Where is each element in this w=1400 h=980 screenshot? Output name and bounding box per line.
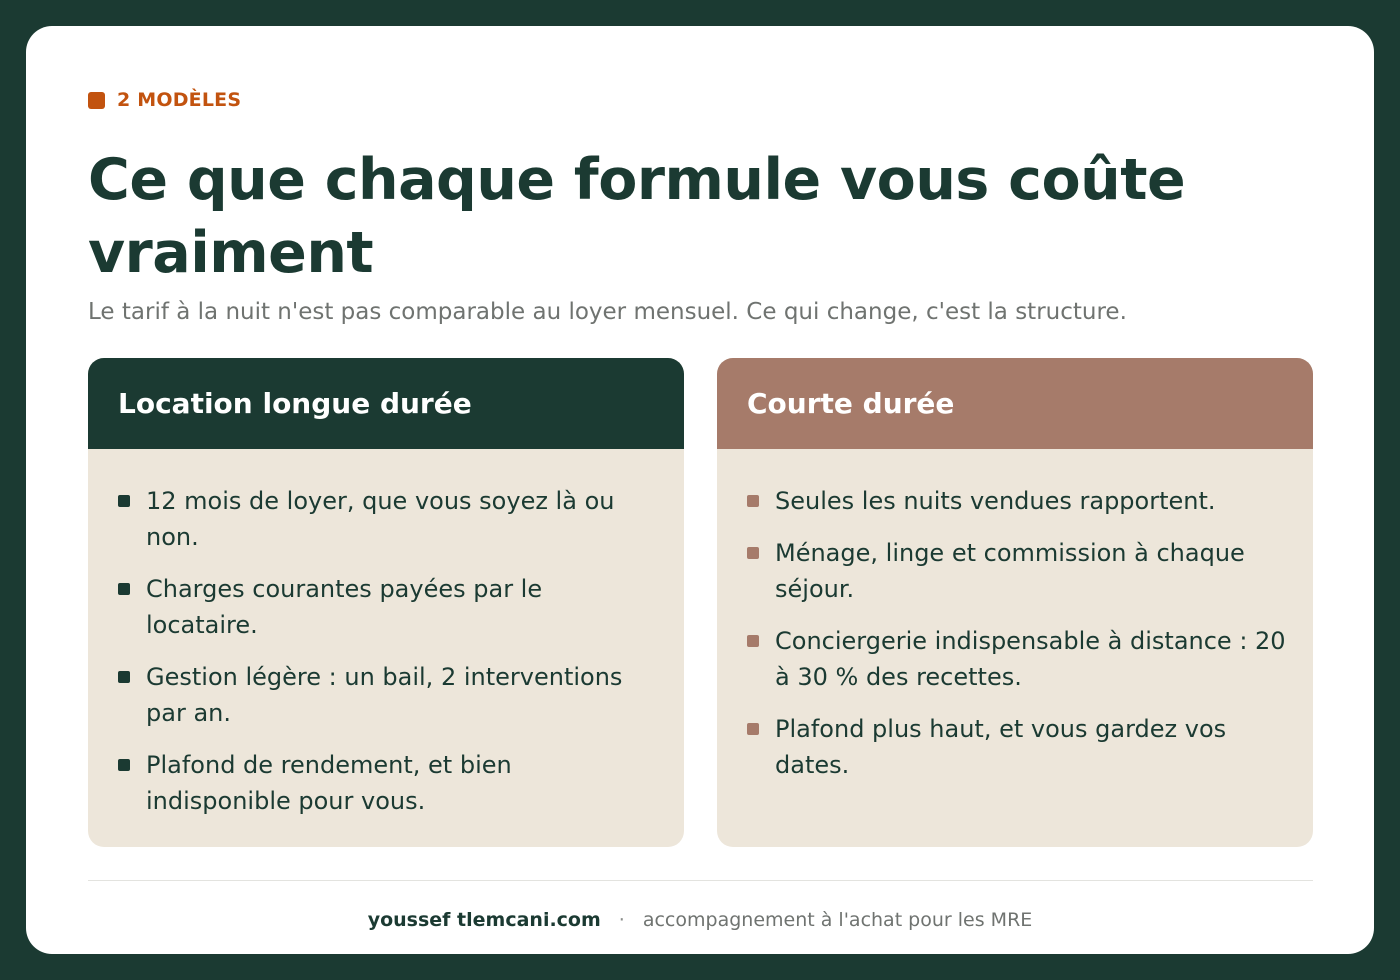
list-item-text: Gestion légère : un bail, 2 interventions par an.: [146, 663, 623, 727]
panel-title: Location longue durée: [118, 386, 472, 420]
bullet-list: [717, 449, 1313, 783]
panel-header: [717, 358, 1313, 449]
bullet-square-icon: [747, 547, 759, 559]
bullet-square-icon: [118, 759, 130, 771]
panel-short-term: [717, 358, 1313, 847]
list-item-text: Plafond plus haut, et vous gardez vos dates.: [775, 715, 1227, 779]
list-item-text: 12 mois de loyer, que vous soyez là ou non.: [146, 487, 615, 551]
footer-divider: [88, 880, 1313, 881]
page-title: Ce que chaque formule vous coûte vraiment: [88, 147, 1186, 286]
list-item-text: Plafond de rendement, et bien indisponible pour vous.: [146, 751, 512, 815]
list-item: [747, 483, 1289, 519]
list-item: [118, 483, 660, 555]
list-item: [118, 571, 660, 643]
list-item: [118, 659, 660, 731]
list-item: [118, 747, 660, 819]
bullet-list: [88, 449, 684, 819]
list-item: [747, 711, 1289, 783]
list-item: [747, 535, 1289, 607]
page-subtitle: Le tarif à la nuit n'est pas comparable au loyer mensuel. Ce qui change, c'est la structure.: [88, 299, 1127, 325]
kicker-label: 2 MODÈLES: [117, 89, 242, 111]
kicker-square-icon: [88, 92, 105, 109]
list-item-text: Charges courantes payées par le locataire.: [146, 575, 543, 639]
bullet-square-icon: [118, 495, 130, 507]
footer-site-link[interactable]: youssef tlemcani.com: [367, 909, 601, 931]
kicker: [88, 88, 241, 112]
footer-tagline: accompagnement à l'achat pour les MRE: [642, 909, 1033, 931]
bullet-square-icon: [747, 723, 759, 735]
panel-header: [88, 358, 684, 449]
bullet-square-icon: [118, 583, 130, 595]
footer: [26, 906, 1374, 934]
panel-long-term: [88, 358, 684, 847]
bullet-square-icon: [747, 495, 759, 507]
footer-separator: ·: [618, 909, 625, 931]
list-item-text: Seules les nuits vendues rapportent.: [775, 487, 1216, 515]
card: [26, 26, 1374, 954]
list-item-text: Ménage, linge et commission à chaque séjour.: [775, 539, 1245, 603]
bullet-square-icon: [118, 671, 130, 683]
list-item: [747, 623, 1289, 695]
list-item-text: Conciergerie indispensable à distance : 20 à 30 % des recettes.: [775, 627, 1286, 691]
panel-title: Courte durée: [747, 386, 955, 420]
bullet-square-icon: [747, 635, 759, 647]
